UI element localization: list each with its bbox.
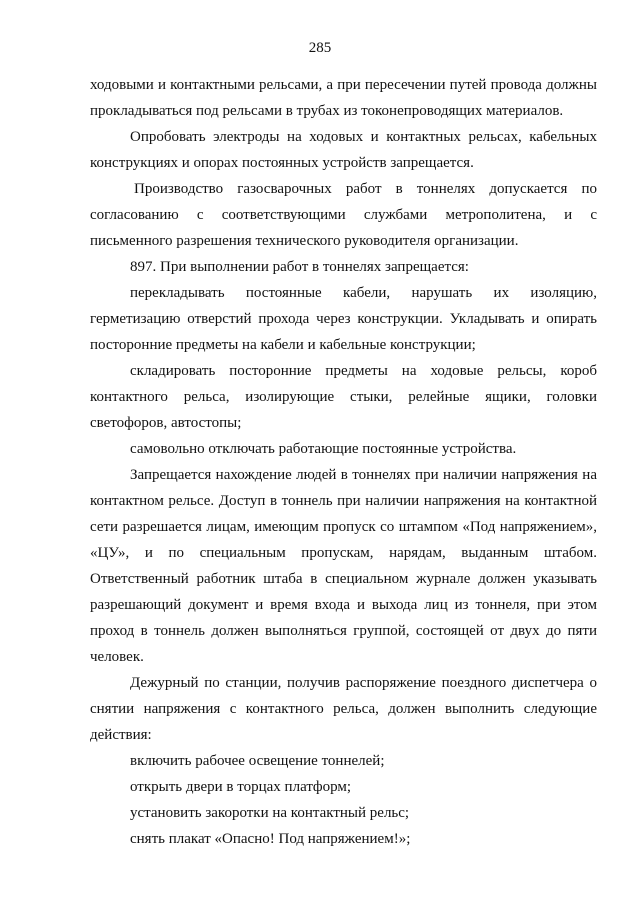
page-number: 285 bbox=[308, 40, 332, 56]
text-line: снятии напряжения с контактного рельса, должен выполнить следующие bbox=[90, 701, 597, 717]
text-line: складировать посторонние предметы на ходовые рельсы, короб bbox=[130, 363, 597, 379]
text-line: самовольно отключать работающие постоянные устройства. bbox=[130, 441, 517, 457]
text-line: Ответственный работник штаба в специальном журнале должен указывать bbox=[90, 571, 597, 587]
text-line: действия: bbox=[90, 727, 152, 743]
text-line: посторонние предметы на кабели и кабельные конструкции; bbox=[90, 337, 476, 353]
text-line: 897. При выполнении работ в тоннелях запрещается: bbox=[130, 259, 469, 275]
text-line: конструкциях и опорах постоянных устройств запрещается. bbox=[90, 155, 474, 171]
text-line: включить рабочее освещение тоннелей; bbox=[130, 753, 385, 769]
document-body bbox=[90, 72, 597, 852]
text-line: Запрещается нахождение людей в тоннелях при наличии напряжения на bbox=[130, 467, 597, 483]
text-line: человек. bbox=[90, 649, 144, 665]
text-line: снять плакат «Опасно! Под напряжением!»; bbox=[130, 831, 411, 847]
text-line: согласованию с соответствующими службами метрополитена, и с bbox=[90, 207, 597, 223]
text-line: проход в тоннель должен выполняться группой, состоящей от двух до пяти bbox=[90, 623, 597, 639]
text-line: светофоров, автостопы; bbox=[90, 415, 242, 431]
text-line: Производство газосварочных работ в тоннелях допускается по bbox=[134, 181, 597, 197]
text-line: перекладывать постоянные кабели, нарушать их изоляцию, bbox=[130, 285, 597, 301]
text-line: Дежурный по станции, получив распоряжение поездного диспетчера о bbox=[130, 675, 597, 691]
text-line: сети разрешается лицам, имеющим пропуск со штампом «Под напряжением», bbox=[90, 519, 597, 535]
text-line: разрешающий документ и время входа и выхода лиц из тоннеля, при этом bbox=[90, 597, 597, 613]
text-line: герметизацию отверстий прохода через конструкции. Укладывать и опирать bbox=[90, 311, 597, 327]
text-line: установить закоротки на контактный рельс; bbox=[130, 805, 410, 821]
text-line: прокладываться под рельсами в трубах из токонепроводящих материалов. bbox=[90, 103, 564, 119]
text-line: открыть двери в торцах платформ; bbox=[130, 779, 352, 795]
text-line: Опробовать электроды на ходовых и контактных рельсах, кабельных bbox=[130, 129, 597, 145]
text-line: «ЦУ», и по специальным пропускам, нарядам, выданным штабом. bbox=[90, 545, 597, 561]
text-line: письменного разрешения технического руководителя организации. bbox=[90, 233, 519, 249]
text-line: контактного рельса, изолирующие стыки, релейные ящики, головки bbox=[90, 389, 597, 405]
text-line: ходовыми и контактными рельсами, а при пересечении путей провода должны bbox=[90, 77, 597, 93]
text-line: контактном рельсе. Доступ в тоннель при наличии напряжения на контактной bbox=[90, 493, 597, 509]
